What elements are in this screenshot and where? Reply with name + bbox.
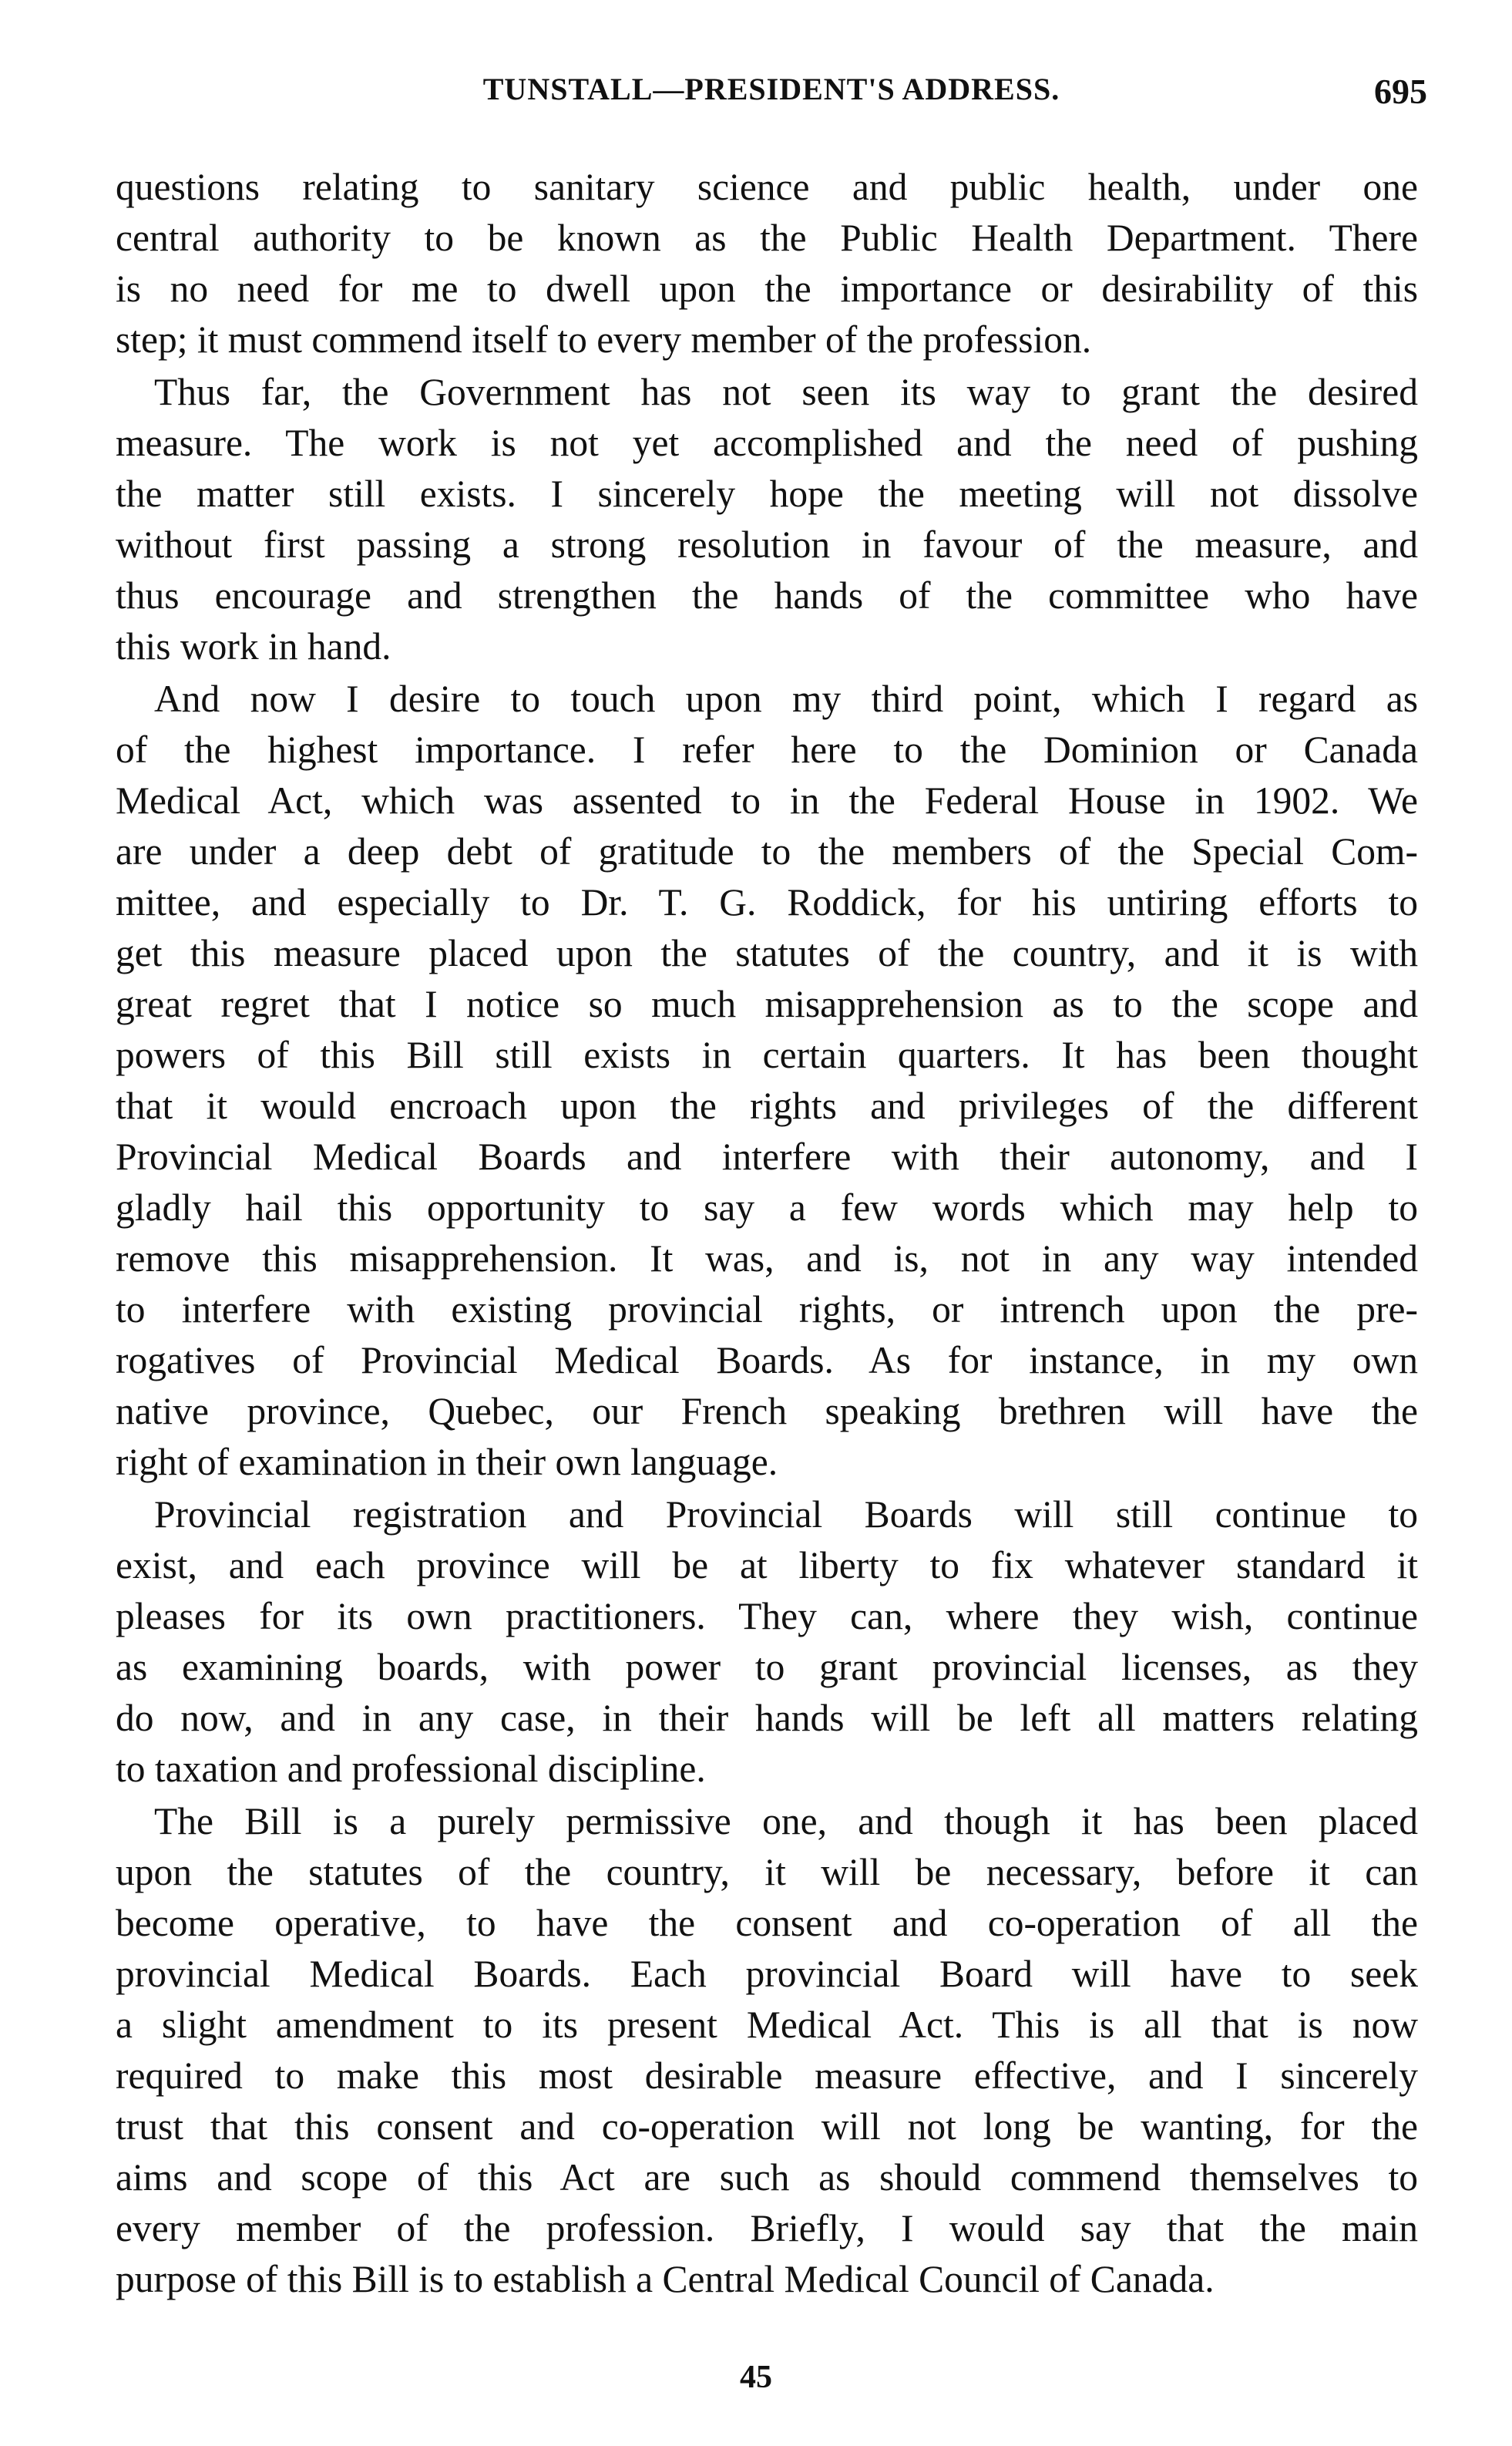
text-line: gladly hail this opportunity to say a few words which may help to xyxy=(116,1186,1418,1229)
text-line: do now, and in any case, in their hands will be left all matters relating xyxy=(116,1697,1418,1739)
text-line: Provincial Medical Boards and interfere with their autonomy, and I xyxy=(116,1136,1418,1178)
text-line: are under a deep debt of gratitude to the members of the Special Com- xyxy=(116,830,1418,873)
paragraph-government-measure xyxy=(116,367,1418,672)
text-line: without first passing a strong resolution in favour of the measure, and xyxy=(116,523,1418,566)
text-line: required to make this most desirable measure effective, and I sincerely xyxy=(116,2054,1418,2097)
text-line: that it would encroach upon the rights and privileges of the different xyxy=(116,1085,1418,1127)
paragraph-provincial-registration xyxy=(116,1489,1418,1795)
paragraph-medical-act xyxy=(116,674,1418,1488)
text-line: provincial Medical Boards. Each provincial Board will have to seek xyxy=(116,1953,1418,1995)
text-line: mittee, and especially to Dr. T. G. Roddick, for his untiring efforts to xyxy=(116,881,1418,924)
text-line: as examining boards, with power to grant provincial licenses, as they xyxy=(116,1646,1418,1688)
text-line: step; it must commend itself to every member of the profession. xyxy=(116,318,1092,361)
signature-mark: 45 xyxy=(740,2360,772,2395)
text-line: of the highest importance. I refer here to the Dominion or Canada xyxy=(116,728,1418,771)
text-line: questions relating to sanitary science and public health, under one xyxy=(116,166,1418,208)
text-line: the matter still exists. I sincerely hope the meeting will not dissolve xyxy=(116,473,1418,515)
text-line: right of examination in their own language. xyxy=(116,1441,778,1483)
page-number: 695 xyxy=(1374,72,1427,111)
text-line: And now I desire to touch upon my third point, which I regard as xyxy=(154,678,1418,720)
text-line: exist, and each province will be at liberty to fix whatever standard it xyxy=(116,1544,1418,1586)
text-line: upon the statutes of the country, it will be necessary, before it can xyxy=(116,1851,1418,1893)
running-head xyxy=(116,71,1427,125)
text-line: aims and scope of this Act are such as should commend themselves to xyxy=(116,2156,1418,2199)
paragraph-continuation xyxy=(116,162,1418,365)
text-line: get this measure placed upon the statutes of the country, and it is with xyxy=(116,932,1418,974)
text-line: purpose of this Bill is to establish a Central Medical Council of Canada. xyxy=(116,2258,1215,2300)
text-line: Provincial registration and Provincial Boards will still continue to xyxy=(154,1493,1418,1536)
text-line: remove this misapprehension. It was, and is, not in any way intended xyxy=(116,1237,1418,1280)
text-line: pleases for its own practitioners. They can, where they wish, continue xyxy=(116,1595,1418,1637)
text-line: powers of this Bill still exists in certain quarters. It has been thought xyxy=(116,1034,1418,1076)
text-line: trust that this consent and co-operation will not long be wanting, for the xyxy=(116,2105,1418,2148)
text-line: great regret that I notice so much misapprehension as to the scope and xyxy=(116,983,1418,1025)
text-line: Medical Act, which was assented to in the Federal House in 1902. We xyxy=(116,779,1418,822)
text-line: The Bill is a purely permissive one, and though it has been placed xyxy=(154,1800,1418,1842)
text-line: thus encourage and strengthen the hands of the committee who have xyxy=(116,574,1418,617)
text-line: to interfere with existing provincial rights, or intrench upon the pre- xyxy=(116,1288,1418,1331)
text-line: is no need for me to dwell upon the importance or desirability of this xyxy=(116,267,1418,310)
text-line: this work in hand. xyxy=(116,625,391,668)
text-line: Thus far, the Government has not seen its way to grant the desired xyxy=(154,371,1418,413)
text-line: a slight amendment to its present Medical Act. This is all that is now xyxy=(116,2004,1418,2046)
text-line: to taxation and professional discipline. xyxy=(116,1748,706,1790)
text-line: central authority to be known as the Public Health Department. There xyxy=(116,217,1418,259)
text-line: native province, Quebec, our French speaking brethren will have the xyxy=(116,1390,1418,1432)
text-line: measure. The work is not yet accomplished and the need of pushing xyxy=(116,422,1418,464)
text-line: become operative, to have the consent and co-operation of all the xyxy=(116,1902,1418,1944)
text-line: every member of the profession. Briefly, I would say that the main xyxy=(116,2207,1418,2249)
running-title: TUNSTALL—PRESIDENT'S ADDRESS. xyxy=(482,72,1060,106)
text-line: rogatives of Provincial Medical Boards. As for instance, in my own xyxy=(116,1339,1418,1381)
body-text xyxy=(116,162,1418,2306)
paragraph-permissive-bill xyxy=(116,1796,1418,2305)
